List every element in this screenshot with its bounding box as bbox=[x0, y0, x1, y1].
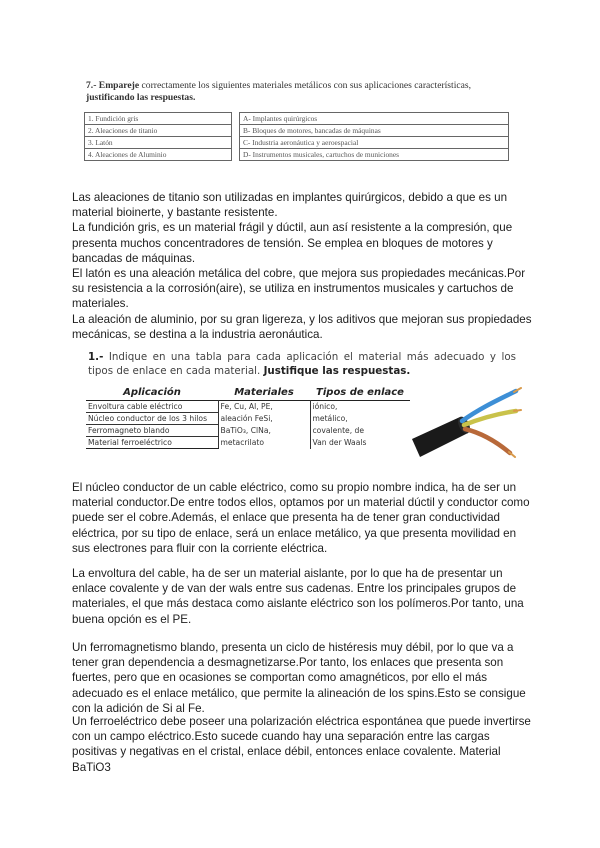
material-cell: 1. Fundición gris bbox=[85, 113, 232, 125]
answer-conductor-paragraph: El núcleo conductor de un cable eléctrico, como su propio nombre indica, ha de ser un material conductor.De entre todos ellos, optamos por un material dúctil y conductor como puede ser el cobre.Además, el enlace que presenta ha de tener gran conductividad eléctrica, por su tipo de enlace, será un enlace metálico, ya que presenta movilidad en sus electrones para fluir con la corriente eléctrica. bbox=[72, 481, 530, 555]
application-cell: A- Implantes quirúrgicos bbox=[240, 113, 509, 125]
question-1-text: Indique en una tabla para cada aplicación el material más adecuado y los tipos de enlace en cada material. bbox=[88, 351, 516, 377]
answer-ferromagnet-paragraph: Un ferromagnetismo blando, presenta un ciclo de histéresis muy débil, por lo que va a tener gran dependencia a desmagnetizarse.Por tanto, los enlaces que presenta son fuertes, pero que en ocasiones se comportan como amagnéticos, por ello el más adecuado es el enlace metálico, que permite la alineación de los spins.Esto se consigue con la adición de Si al Fe. bbox=[72, 641, 526, 715]
bond-cell: covalente, de bbox=[310, 425, 410, 437]
application-cell: Ferromagneto blando bbox=[86, 425, 218, 437]
question-1-number: 1.- bbox=[88, 351, 104, 363]
electric-cable-image bbox=[412, 377, 522, 463]
answer-7-paragraph bbox=[72, 190, 532, 342]
answer-titanium: Las aleaciones de titanio son utilizadas en implantes quirúrgicos, debido a que es un material bioinerte, y bastante resistente. bbox=[72, 191, 508, 220]
material-cell: 4. Aleaciones de Aluminio bbox=[85, 149, 232, 161]
material-cell: 2. Aleaciones de titanio bbox=[85, 125, 232, 137]
application-cell: Envoltura cable eléctrico bbox=[86, 401, 218, 413]
question-7-text: correctamente los siguientes materiales metálicos con sus aplicaciones características, bbox=[139, 80, 472, 91]
answer-aluminium: La aleación de aluminio, por su gran ligereza, y los aditivos que mejoran sus propiedades mecánicas, se destina a la industria aeronáutica. bbox=[72, 312, 532, 341]
table-row bbox=[85, 113, 509, 125]
question-7-heading bbox=[86, 80, 516, 104]
wire-brown bbox=[465, 429, 515, 457]
application-cell: Material ferroeléctrico bbox=[86, 437, 218, 449]
header-tipos-enlace: Tipos de enlace bbox=[316, 387, 404, 398]
materials-cell: metacrilato bbox=[218, 437, 310, 449]
table-row bbox=[85, 125, 509, 137]
question-1-instruction: Justifique las respuestas. bbox=[263, 365, 411, 377]
question-7-prefix: 7.- Empareje bbox=[86, 80, 140, 91]
question-1-heading bbox=[88, 350, 516, 378]
answer-brass: El latón es una aleación metálica del cobre, que mejora sus propiedades mecánicas.Por su resistencia a la corrosión(aire), se utiliza en instrumentos musicales y cartuchos de materiales. bbox=[72, 267, 526, 311]
application-cell: C- Industria aeronáutica y aeroespacial bbox=[240, 137, 509, 149]
application-cell: D- Instrumentos musicales, cartuchos de municiones bbox=[240, 149, 509, 161]
table-row bbox=[85, 149, 509, 161]
table-header-row bbox=[86, 385, 410, 401]
table-row bbox=[86, 413, 410, 425]
materials-cell: aleación FeSi, bbox=[218, 413, 310, 425]
materials-cell: Fe, Cu, Al, PE, bbox=[218, 401, 310, 413]
application-table bbox=[86, 385, 410, 449]
bond-cell: Van der Waals bbox=[310, 437, 410, 449]
answer-grey-iron: La fundición gris, es un material frágil y dúctil, aun así resistente a la compresión, que presenta muchos concentradores de tensión. Se emplea en bloques de motores y bancadas de máquinas. bbox=[72, 221, 513, 265]
application-cell: B- Bloques de motores, bancadas de máquinas bbox=[240, 125, 509, 137]
answer-sheath-paragraph: La envoltura del cable, ha de ser un material aislante, por lo que ha de presentar un enlace covalente y de van der wals entre sus cadenas. Entre los principales grupos de materiales, el que más destaca como aislante eléctrico son los polímeros.Por tanto, una buena opción es el PE. bbox=[72, 567, 524, 626]
table-row bbox=[86, 425, 410, 437]
bond-cell: metálico, bbox=[310, 413, 410, 425]
header-materiales: Materiales bbox=[234, 387, 294, 398]
materials-cell: BaTiO₃, ClNa, bbox=[218, 425, 310, 437]
answer-ferroelectric-paragraph: Un ferroeléctrico debe poseer una polarización eléctrica espontánea que puede invertirse con un campo eléctrico.Esto sucede cuando hay una separación entre las cargas positivas y negativas en el cristal, enlace débil, entonces enlace covalente. Material BaTiO3 bbox=[72, 715, 531, 774]
material-cell: 3. Latón bbox=[85, 137, 232, 149]
table-row bbox=[85, 137, 509, 149]
table-row bbox=[86, 401, 410, 413]
table-row bbox=[86, 437, 410, 449]
question-7-instruction: justificando las respuestas. bbox=[86, 92, 196, 103]
application-cell: Núcleo conductor de los 3 hilos bbox=[86, 413, 218, 425]
bond-cell: iónico, bbox=[310, 401, 410, 413]
matching-table bbox=[84, 112, 509, 161]
header-aplicacion: Aplicación bbox=[123, 387, 181, 398]
